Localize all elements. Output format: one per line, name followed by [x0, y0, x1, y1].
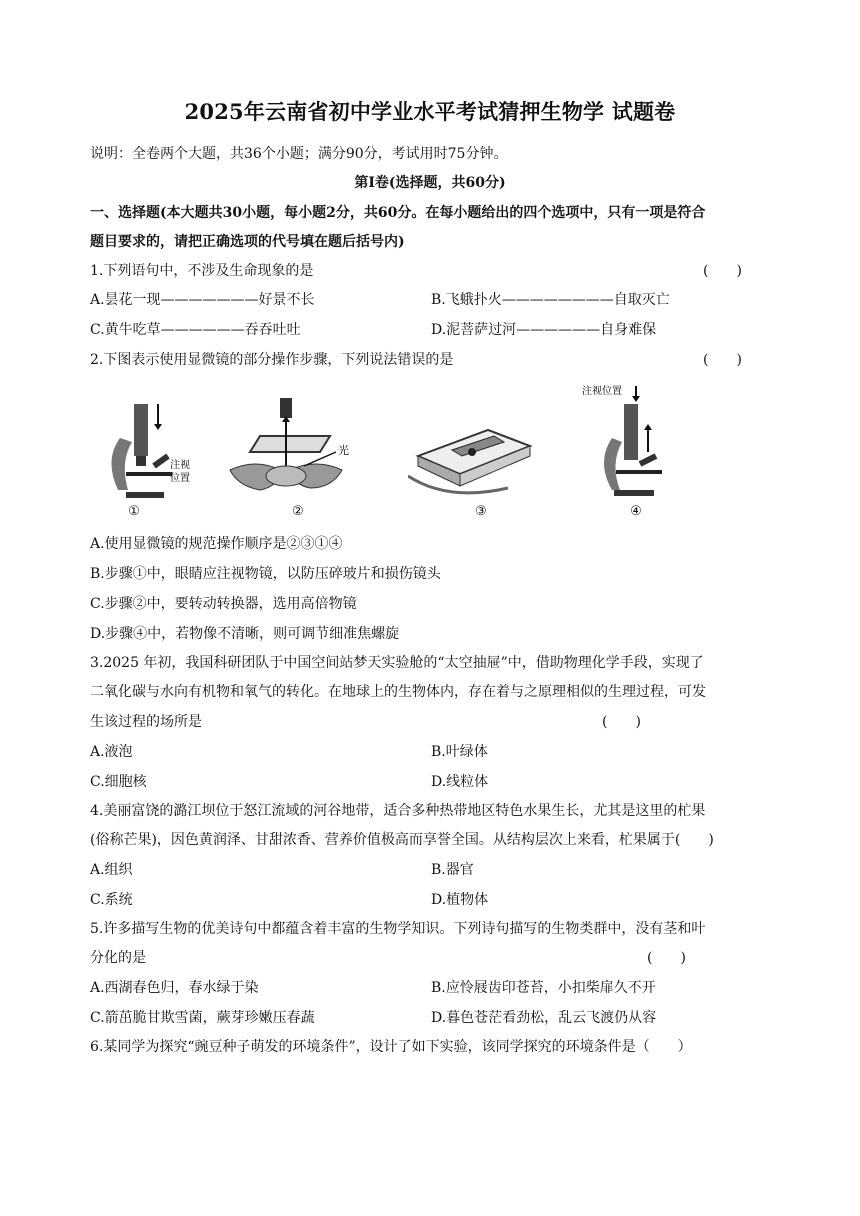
q3-option-b: B.叶绿体 [431, 744, 488, 760]
page-title: 2025年云南省初中学业水平考试猜押生物学 试题卷 [184, 99, 676, 124]
answer-paren: ( ) [602, 714, 641, 730]
figure-label-2: ② [292, 504, 304, 519]
part-heading-cont: 题目要求的，请把正确选项的代号填在题后括号内) [90, 234, 405, 250]
question-5-line-2: 分化的是 [90, 950, 146, 966]
q4-option-c: C.系统 [90, 892, 133, 908]
section-title: 第Ⅰ卷(选择题，共60分) [354, 175, 506, 191]
answer-paren: ( ) [703, 352, 742, 368]
figure-label-1: ① [128, 504, 140, 519]
answer-paren: ( ) [647, 950, 686, 966]
q5-option-d: D.暮色苍茫看劲松，乱云飞渡仍从容 [431, 1010, 657, 1026]
q1-option-d: D.泥菩萨过河——————自身难保 [431, 322, 657, 338]
fig-text-watch: 注视 [170, 460, 190, 471]
q1-option-b: B.飞蛾扑火————————自取灭亡 [431, 292, 670, 308]
q1-option-a: A.昙花一现———————好景不长 [90, 292, 315, 308]
question-3-line-2: 二氧化碳与水向有机物和氧气的转化。在地球上的生物体内，存在着与之原理相似的生理过程，可发 [90, 684, 706, 700]
q1-option-c: C.黄牛吃草——————吞吞吐吐 [90, 322, 301, 338]
question-1-stem: 1.下列语句中，不涉及生命现象的是 [90, 263, 314, 279]
question-3-line-1: 3.2025 年初，我国科研团队于中国空间站梦天实验舱的“太空抽屉”中，借助物理化学手段，实现了 [90, 655, 704, 671]
question-4-line-1: 4.美丽富饶的潞江坝位于怒江流域的河谷地带，适合多种热带地区特色水果生长，尤其是这里的杧果 [90, 803, 706, 819]
q3-option-a: A.液泡 [90, 744, 133, 760]
q4-option-d: D.植物体 [431, 892, 489, 908]
q5-option-c: C.箭茁脆甘欺雪菌，蕨芽珍嫩压春蔬 [90, 1010, 315, 1026]
microscope-step-4-image [578, 382, 698, 502]
figure-label-4: ④ [630, 504, 642, 519]
fig-text-light: 光 [338, 444, 349, 457]
q4-option-a: A.组织 [90, 862, 133, 878]
svg-text:位置: 位置 [170, 473, 190, 484]
q2-option-d: D.步骤④中，若物像不清晰，则可调节细准焦螺旋 [90, 626, 400, 642]
part-heading: 一、选择题(本大题共30小题，每小题2分，共60分。在每小题给出的四个选项中，只有一项是符合 [90, 205, 706, 221]
q2-option-c: C.步骤②中，要转动转换器，选用高倍物镜 [90, 596, 357, 612]
question-4-line-2: (俗称芒果)，因色黄润泽、甘甜浓香、营养价值极高而享誉全国。从结构层次上来看，杧果属于( ) [90, 832, 714, 848]
fig-text-watch-top: 注视位置 [582, 386, 622, 397]
q3-option-c: C.细胞核 [90, 774, 147, 790]
q2-option-a: A.使用显微镜的规范操作顺序是②③①④ [90, 536, 343, 552]
instructions: 说明：全卷两个大题，共36个小题；满分90分，考试用时75分钟。 [90, 146, 508, 162]
question-5-line-1: 5.许多描写生物的优美诗句中都蕴含着丰富的生物学知识。下列诗句描写的生物类群中，没有茎和叶 [90, 921, 706, 937]
q2-option-b: B.步骤①中，眼睛应注视物镜，以防压碎玻片和损伤镜头 [90, 566, 441, 582]
q5-option-b: B.应怜屐齿印苍苔，小扣柴扉久不开 [431, 980, 656, 996]
answer-paren: ( ) [703, 263, 742, 279]
q4-option-b: B.器官 [431, 862, 474, 878]
question-2-stem: 2.下图表示使用显微镜的部分操作步骤，下列说法错误的是 [90, 352, 454, 368]
microscope-step-2-image [220, 396, 360, 500]
question-3-line-3: 生该过程的场所是 [90, 714, 202, 730]
microscope-step-3-image [408, 416, 538, 502]
q3-option-d: D.线粒体 [431, 774, 489, 790]
question-6-line-1: 6.某同学为探究“豌豆种子萌发的环境条件”，设计了如下实验，该同学探究的环境条件是（ ） [90, 1039, 692, 1055]
microscope-step-1-image [98, 390, 208, 502]
q5-option-a: A.西湖春色归，春水绿于染 [90, 980, 259, 996]
microscope-steps-figure [90, 382, 770, 522]
figure-label-3: ③ [475, 504, 487, 519]
